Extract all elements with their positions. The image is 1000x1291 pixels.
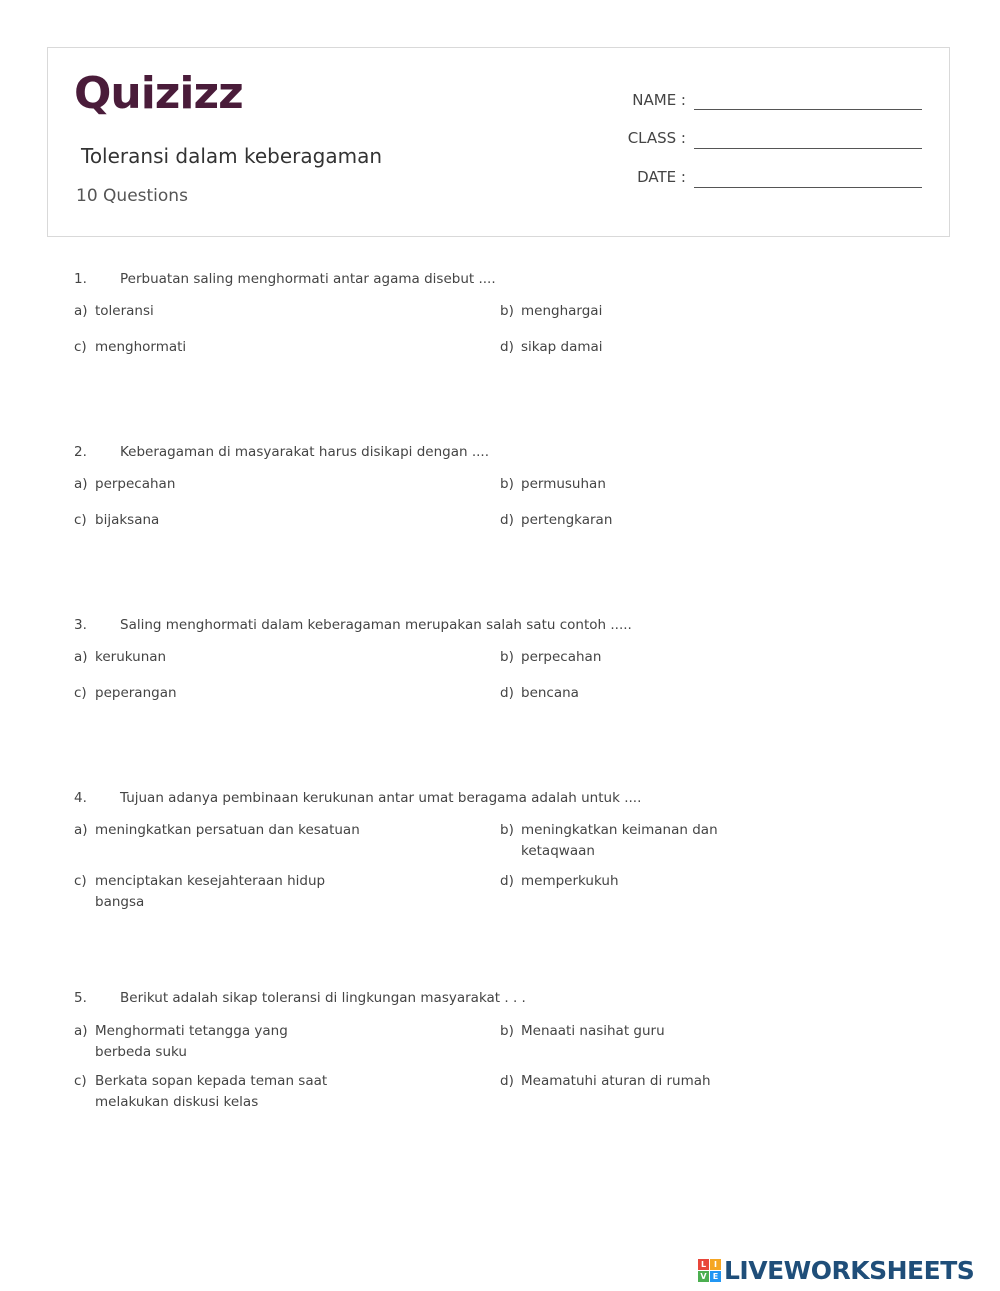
question-text: Tujuan adanya pembinaan kerukunan antar umat beragama adalah untuk ....: [120, 790, 642, 806]
option-letter: c): [74, 512, 87, 528]
option-text: permusuhan: [521, 476, 606, 492]
option-text: toleransi: [95, 303, 154, 319]
option-text: peperangan: [95, 685, 177, 701]
question-number: 4.: [74, 790, 87, 806]
question-text: Keberagaman di masyarakat harus disikapi dengan ....: [120, 444, 490, 460]
question-count: 10 Questions: [76, 186, 188, 206]
name-label: NAME :: [632, 91, 686, 109]
option-text: Menghormati tetangga yang berbeda suku: [95, 1023, 288, 1060]
option-letter: a): [74, 649, 88, 665]
brand-square: L: [698, 1259, 709, 1270]
class-field[interactable]: [694, 148, 922, 149]
question-number: 1.: [74, 271, 87, 287]
class-label: CLASS :: [627, 129, 686, 147]
option-letter: c): [74, 339, 87, 355]
brand-square: V: [698, 1271, 709, 1282]
option-letter: d): [500, 685, 514, 701]
option-letter: a): [74, 303, 88, 319]
option-text: pertengkaran: [521, 512, 613, 528]
option-text: kerukunan: [95, 649, 167, 665]
option-letter: d): [500, 339, 514, 355]
page-title: Toleransi dalam keberagaman: [81, 144, 383, 168]
option-text: Berkata sopan kepada teman saat melakukan diskusi kelas: [95, 1073, 328, 1110]
question-text: Perbuatan saling menghormati antar agama disebut ....: [120, 271, 496, 287]
option-text: memperkukuh: [521, 873, 619, 889]
question-number: 3.: [74, 617, 87, 633]
option-letter: a): [74, 1023, 88, 1039]
option-text: perpecahan: [95, 476, 176, 492]
option-text: menghormati: [95, 339, 187, 355]
date-label: DATE :: [637, 168, 686, 186]
question-number: 2.: [74, 444, 87, 460]
option-text: bijaksana: [95, 512, 160, 528]
option-text: bencana: [521, 685, 579, 701]
option-letter: a): [74, 822, 88, 838]
option-letter: c): [74, 685, 87, 701]
liveworksheets-logo: [698, 1256, 974, 1284]
option-text: perpecahan: [521, 649, 602, 665]
option-letter: b): [500, 1023, 514, 1039]
liveworksheets-brand-text: LIVEWORKSHEETS: [724, 1255, 975, 1285]
option-letter: b): [500, 303, 514, 319]
question-text: Berikut adalah sikap toleransi di lingkungan masyarakat . . .: [120, 990, 526, 1006]
brand-square: E: [710, 1271, 721, 1282]
option-letter: d): [500, 873, 514, 889]
option-text: menciptakan kesejahteraan hidup bangsa: [95, 873, 326, 910]
option-text: meningkatkan persatuan dan kesatuan: [95, 822, 360, 838]
option-letter: b): [500, 822, 514, 838]
name-field[interactable]: [694, 109, 922, 110]
option-letter: c): [74, 873, 87, 889]
quizizz-logo: Quizizz: [74, 68, 243, 119]
question-text: Saling menghormati dalam keberagaman merupakan salah satu contoh .....: [120, 617, 632, 633]
date-field[interactable]: [694, 187, 922, 188]
brand-square: I: [710, 1259, 721, 1270]
option-text: Meamatuhi aturan di rumah: [521, 1073, 711, 1089]
question-number: 5.: [74, 990, 87, 1006]
option-text: Menaati nasihat guru: [521, 1023, 665, 1039]
option-text: menghargai: [521, 303, 603, 319]
option-text: sikap damai: [521, 339, 603, 355]
option-letter: a): [74, 476, 88, 492]
liveworksheets-squares-icon: [698, 1259, 721, 1282]
option-letter: d): [500, 512, 514, 528]
option-letter: b): [500, 649, 514, 665]
option-text: meningkatkan keimanan dan ketaqwaan: [521, 822, 718, 859]
option-letter: c): [74, 1073, 87, 1089]
option-letter: b): [500, 476, 514, 492]
option-letter: d): [500, 1073, 514, 1089]
